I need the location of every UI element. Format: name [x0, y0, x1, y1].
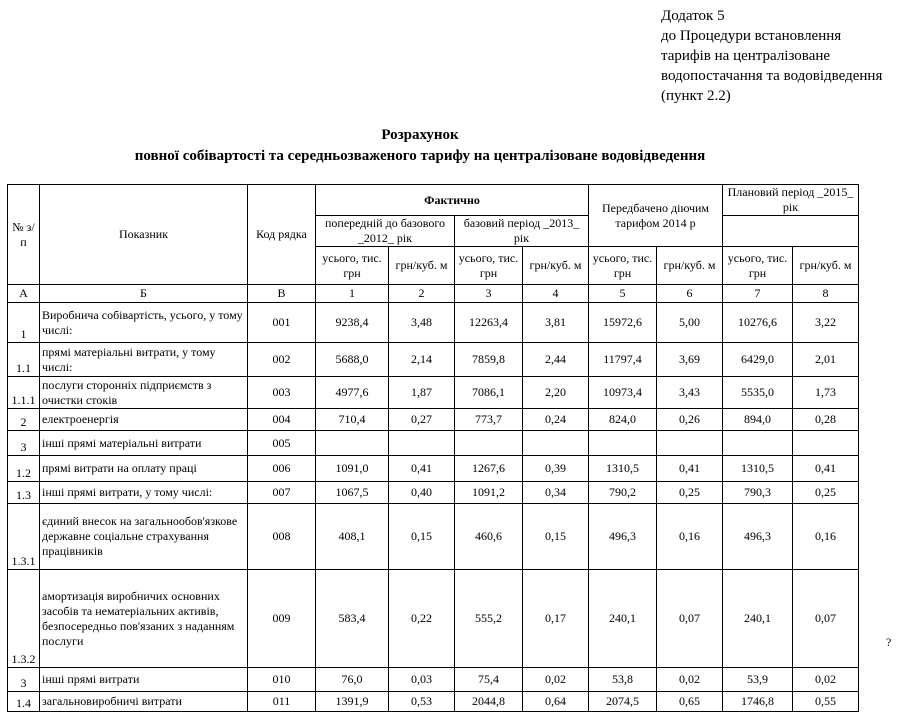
- row-value: 0,41: [793, 456, 859, 482]
- row-value: 3,43: [657, 377, 723, 409]
- row-value: 790,2: [589, 482, 657, 504]
- annex-note: [661, 6, 897, 106]
- row-value: 496,3: [589, 504, 657, 570]
- row-value: 2,44: [523, 343, 589, 377]
- row-value: 0,02: [793, 668, 859, 692]
- table-row: [8, 409, 859, 431]
- header-prev-period: попередній до базового _2012_ рік: [316, 216, 455, 247]
- table-row: [8, 377, 859, 409]
- row-value: 3,48: [389, 303, 455, 343]
- row-value: 10276,6: [723, 303, 793, 343]
- row-number: 1.4: [8, 692, 40, 712]
- table-row: [8, 570, 859, 668]
- row-value: 0,17: [523, 570, 589, 668]
- row-indicator: Виробнича собівартість, усього, у тому числі:: [40, 303, 248, 343]
- row-value: 10973,4: [589, 377, 657, 409]
- row-value: 53,8: [589, 668, 657, 692]
- row-value: 2,01: [793, 343, 859, 377]
- table-row: [8, 668, 859, 692]
- header-num: № з/п: [8, 185, 40, 285]
- table-row: [8, 303, 859, 343]
- header-actual: Фактично: [316, 185, 589, 216]
- row-code: 006: [248, 456, 316, 482]
- row-indicator: єдиний внесок на загальнообов'язкове державне соціальне страхування працівників: [40, 504, 248, 570]
- header-indicator: Показник: [40, 185, 248, 285]
- row-value: 0,34: [523, 482, 589, 504]
- row-value: 2,20: [523, 377, 589, 409]
- table-row: [8, 431, 859, 456]
- row-value: 0,53: [389, 692, 455, 712]
- number-cell: 7: [723, 285, 793, 303]
- header-total: усього, тис. грн: [589, 247, 657, 285]
- number-cell: 6: [657, 285, 723, 303]
- row-value: [523, 431, 589, 456]
- number-cell: 1: [316, 285, 389, 303]
- row-value: 0,28: [793, 409, 859, 431]
- row-value: 0,64: [523, 692, 589, 712]
- row-value: 3,22: [793, 303, 859, 343]
- row-value: 496,3: [723, 504, 793, 570]
- row-value: 1310,5: [589, 456, 657, 482]
- row-value: 0,22: [389, 570, 455, 668]
- header-per-m3: грн/куб. м: [793, 247, 859, 285]
- letter-cell: В: [248, 285, 316, 303]
- number-cell: 5: [589, 285, 657, 303]
- header-per-m3: грн/куб. м: [389, 247, 455, 285]
- header-total: усього, тис. грн: [455, 247, 523, 285]
- header-total: усього, тис. грн: [723, 247, 793, 285]
- row-value: 0,07: [793, 570, 859, 668]
- row-value: 11797,4: [589, 343, 657, 377]
- table-row: [8, 482, 859, 504]
- row-value: [455, 431, 523, 456]
- row-number: 1.3.1: [8, 504, 40, 570]
- row-value: 773,7: [455, 409, 523, 431]
- annex-line: водопостачання та водовідведення: [661, 68, 883, 84]
- row-value: 824,0: [589, 409, 657, 431]
- row-value: 0,25: [657, 482, 723, 504]
- row-value: 0,40: [389, 482, 455, 504]
- row-value: [793, 431, 859, 456]
- table-row: [8, 456, 859, 482]
- header-tariff2014: Передбачено діючим тарифом 2014 р: [589, 185, 723, 247]
- row-value: 240,1: [723, 570, 793, 668]
- row-value: 555,2: [455, 570, 523, 668]
- row-code: 007: [248, 482, 316, 504]
- row-value: 0,41: [389, 456, 455, 482]
- table-row: [8, 504, 859, 570]
- row-value: 1746,8: [723, 692, 793, 712]
- letter-cell: Б: [40, 285, 248, 303]
- header-per-m3: грн/куб. м: [657, 247, 723, 285]
- number-cell: 2: [389, 285, 455, 303]
- row-value: 12263,4: [455, 303, 523, 343]
- row-value: 0,15: [389, 504, 455, 570]
- row-value: 240,1: [589, 570, 657, 668]
- annex-line: тарифів на централізоване: [661, 48, 831, 64]
- row-value: 76,0: [316, 668, 389, 692]
- row-value: 2044,8: [455, 692, 523, 712]
- marginal-mark: ?: [886, 635, 892, 649]
- row-value: 5535,0: [723, 377, 793, 409]
- row-number: 1.3.2: [8, 570, 40, 668]
- document-title: Розрахунок: [381, 127, 459, 143]
- header-planned: Плановий період _2015_ рік: [723, 185, 859, 216]
- row-value: 5688,0: [316, 343, 389, 377]
- row-code: 009: [248, 570, 316, 668]
- number-cell: 3: [455, 285, 523, 303]
- row-value: 0,39: [523, 456, 589, 482]
- row-indicator: амортизація виробничих основних засобів та нематеріальних активів, безпосередньо пов'язаних з наданням послуги: [40, 570, 248, 668]
- row-value: 3,69: [657, 343, 723, 377]
- row-code: 010: [248, 668, 316, 692]
- letter-cell: А: [8, 285, 40, 303]
- annex-line: (пункт 2.2): [661, 88, 731, 104]
- row-indicator: інші прямі витрати: [40, 668, 248, 692]
- row-value: 460,6: [455, 504, 523, 570]
- row-number: 1.3: [8, 482, 40, 504]
- row-value: 75,4: [455, 668, 523, 692]
- row-number: 1.1.1: [8, 377, 40, 409]
- row-value: 0,27: [389, 409, 455, 431]
- row-value: 1310,5: [723, 456, 793, 482]
- row-value: 1091,0: [316, 456, 389, 482]
- row-value: 0,07: [657, 570, 723, 668]
- row-value: 894,0: [723, 409, 793, 431]
- row-value: 5,00: [657, 303, 723, 343]
- row-code: 005: [248, 431, 316, 456]
- row-indicator: інші прямі витрати, у тому числі:: [40, 482, 248, 504]
- row-value: 1267,6: [455, 456, 523, 482]
- row-number: 1: [8, 303, 40, 343]
- row-value: 0,02: [657, 668, 723, 692]
- row-value: 7086,1: [455, 377, 523, 409]
- row-value: 2,14: [389, 343, 455, 377]
- row-indicator: послуги сторонніх підприємств з очистки стоків: [40, 377, 248, 409]
- row-value: [723, 431, 793, 456]
- row-value: 0,25: [793, 482, 859, 504]
- row-number: 1.1: [8, 343, 40, 377]
- annex-line: Додаток 5: [661, 8, 725, 24]
- row-code: 011: [248, 692, 316, 712]
- row-number: 2: [8, 409, 40, 431]
- row-value: 6429,0: [723, 343, 793, 377]
- annex-line: до Процедури встановлення: [661, 28, 842, 44]
- row-indicator: електроенергія: [40, 409, 248, 431]
- row-indicator: прямі витрати на оплату праці: [40, 456, 248, 482]
- row-value: 0,65: [657, 692, 723, 712]
- row-indicator: прямі матеріальні витрати, у тому числі:: [40, 343, 248, 377]
- row-value: [389, 431, 455, 456]
- row-number: 3: [8, 431, 40, 456]
- row-number: 3: [8, 668, 40, 692]
- row-value: [589, 431, 657, 456]
- row-value: 3,81: [523, 303, 589, 343]
- table-row: [8, 692, 859, 712]
- row-value: 4977,6: [316, 377, 389, 409]
- row-value: 1,73: [793, 377, 859, 409]
- row-code: 003: [248, 377, 316, 409]
- row-indicator: загальновиробничі витрати: [40, 692, 248, 712]
- row-value: [316, 431, 389, 456]
- row-value: [657, 431, 723, 456]
- row-indicator: інші прямі матеріальні витрати: [40, 431, 248, 456]
- row-value: 0,24: [523, 409, 589, 431]
- row-value: 0,16: [793, 504, 859, 570]
- row-value: 15972,6: [589, 303, 657, 343]
- row-value: 0,16: [657, 504, 723, 570]
- row-value: 1067,5: [316, 482, 389, 504]
- cost-table: [7, 184, 859, 712]
- row-value: 0,15: [523, 504, 589, 570]
- header-base-period: базовий період _2013_ рік: [455, 216, 589, 247]
- row-value: 1091,2: [455, 482, 523, 504]
- row-value: 0,55: [793, 692, 859, 712]
- row-number: 1.2: [8, 456, 40, 482]
- header-per-m3: грн/куб. м: [523, 247, 589, 285]
- table-row: [8, 343, 859, 377]
- row-value: 408,1: [316, 504, 389, 570]
- row-value: 1391,9: [316, 692, 389, 712]
- row-code: 008: [248, 504, 316, 570]
- row-code: 004: [248, 409, 316, 431]
- document-subtitle: повної собівартості та середньозваженого тарифу на централізоване водовідведення: [134, 148, 706, 164]
- row-value: 53,9: [723, 668, 793, 692]
- row-value: 0,26: [657, 409, 723, 431]
- row-value: 2074,5: [589, 692, 657, 712]
- row-value: 9238,4: [316, 303, 389, 343]
- row-value: 7859,8: [455, 343, 523, 377]
- row-value: 710,4: [316, 409, 389, 431]
- row-code: 002: [248, 343, 316, 377]
- row-code: 001: [248, 303, 316, 343]
- row-value: 0,02: [523, 668, 589, 692]
- row-value: 583,4: [316, 570, 389, 668]
- row-value: 1,87: [389, 377, 455, 409]
- row-value: 790,3: [723, 482, 793, 504]
- header-total: усього, тис. грн: [316, 247, 389, 285]
- row-value: 0,41: [657, 456, 723, 482]
- row-value: 0,03: [389, 668, 455, 692]
- number-cell: 4: [523, 285, 589, 303]
- number-cell: 8: [793, 285, 859, 303]
- header-code: Код рядка: [248, 185, 316, 285]
